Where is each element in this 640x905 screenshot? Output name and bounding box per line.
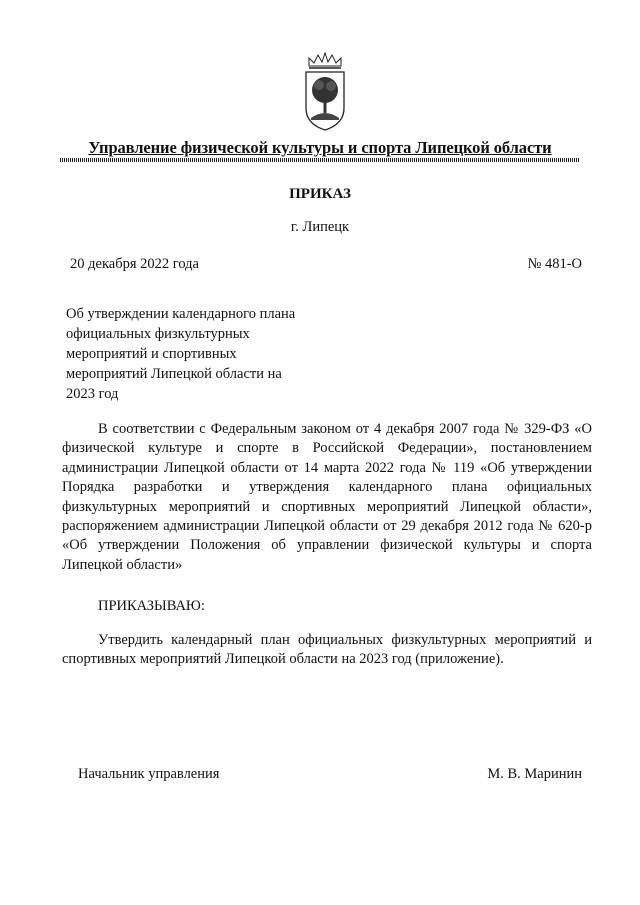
document-number: № 481-О (527, 256, 582, 272)
signatory-name: М. В. Маринин (487, 766, 582, 782)
document-date: 20 декабря 2022 года (70, 256, 199, 272)
order-word: ПРИКАЗЫВАЮ: (98, 598, 205, 614)
signatory-position: Начальник управления (78, 766, 220, 782)
header-divider (60, 158, 580, 162)
body-paragraph-basis: В соответствии с Федеральным законом от 4 декабря 2007 года № 329-ФЗ «О физической культуре и спорте в Российской Федерации», постановлением администрации Липецкой области от 14 марта 2022 года № 119 «Об утверждении Порядка разработки и утверждения календарного плана официальных физкультурных мероприятий и спортивных мероприятий Липецкой области», распоряжением администрации Липецкой области от 29 декабря 2012 года № 620-р «Об утверждении Положения об управлении физической культуры и спорта Липецкой области» (62, 421, 592, 573)
document-subject: Об утверждении календарного плана официальных физкультурных мероприятий и спортивных мероприятий Липецкой области на 2023 год (66, 306, 296, 402)
organization-title: Управление физической культуры и спорта Липецкой области (88, 138, 552, 157)
document-type: ПРИКАЗ (289, 186, 351, 202)
body-paragraph-order: Утвердить календарный план официальных физкультурных мероприятий и спортивных мероприятий Липецкой области на 2023 год (приложение). (62, 632, 592, 668)
lipetsk-coat-of-arms-icon (303, 52, 347, 134)
document-city: г. Липецк (290, 219, 350, 235)
